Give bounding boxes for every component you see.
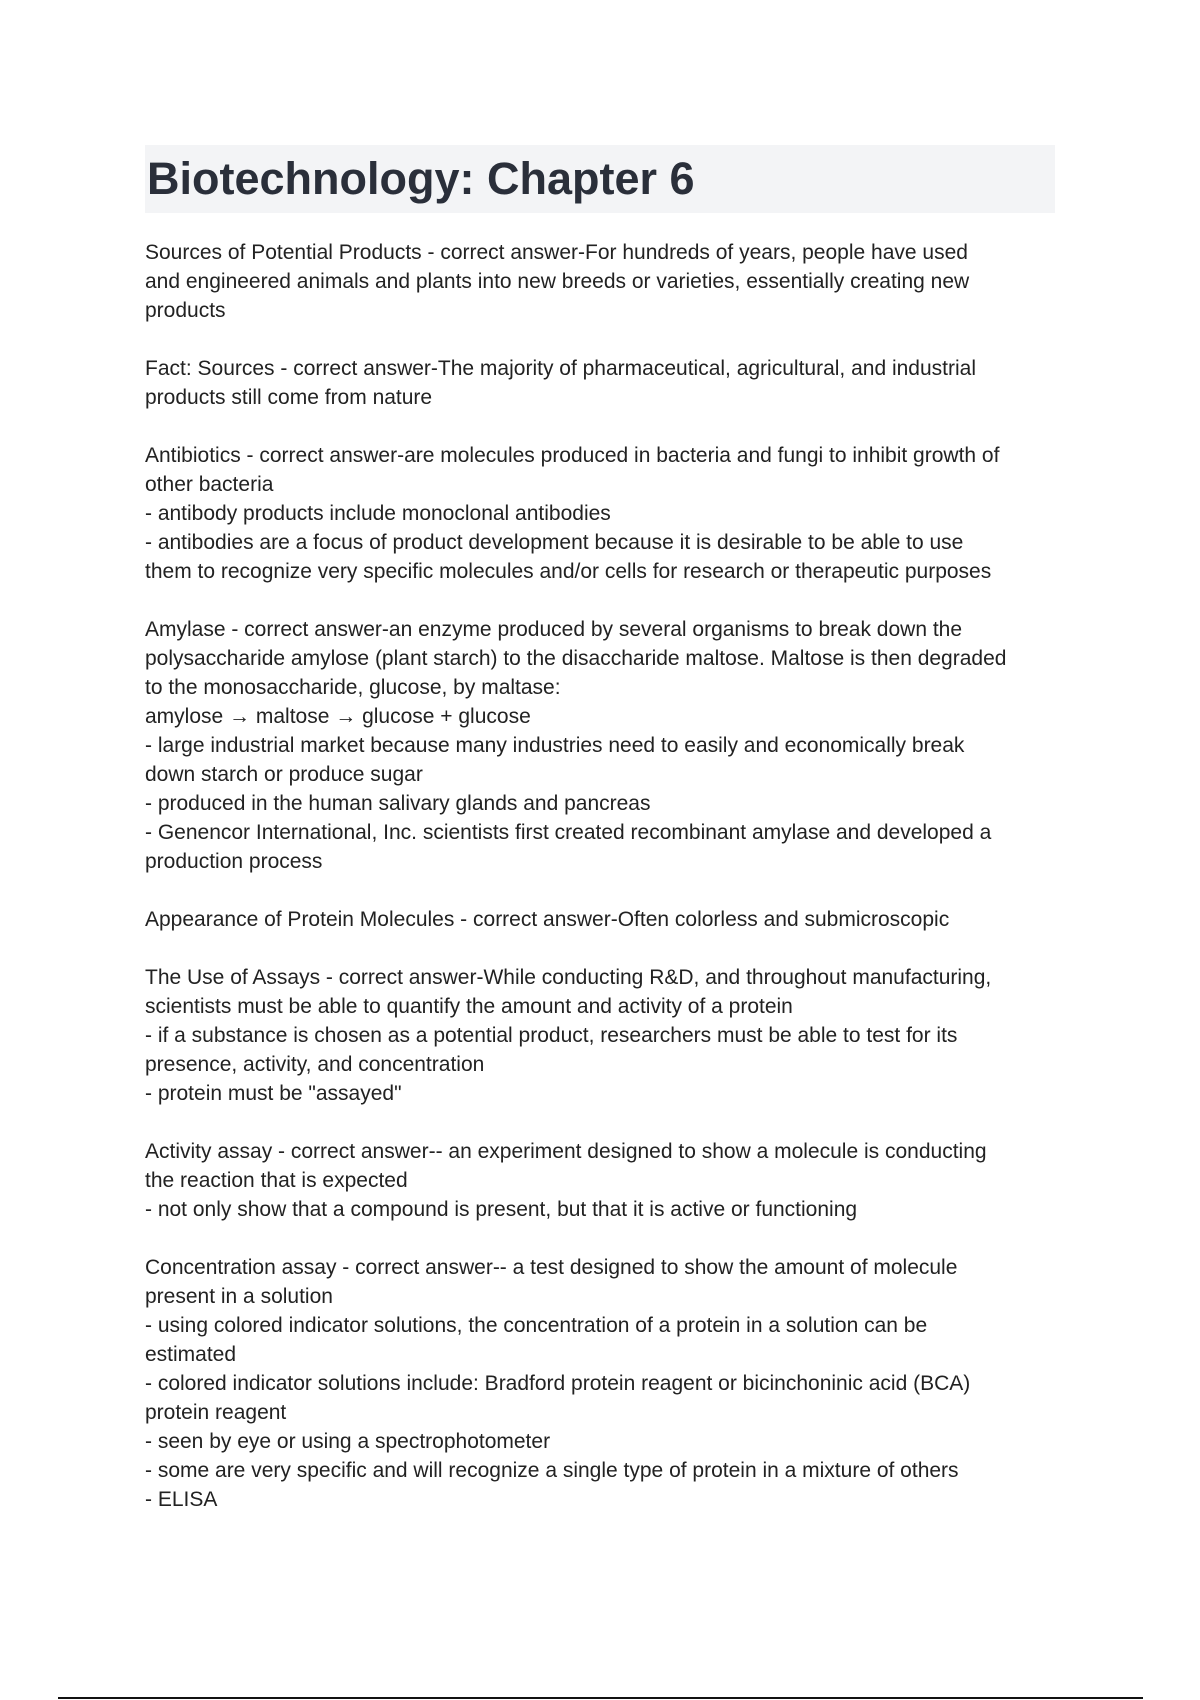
definition-detail-line: estimated [145,1343,237,1366]
term-definition-line: Activity assay - correct answer-- an experiment designed to show a molecule is conducting [145,1140,987,1163]
definition-detail-line: - Genencor International, Inc. scientists first created recombinant amylase and developed a [145,821,992,844]
definition-detail-line: products [145,299,226,322]
definition-detail-line: - produced in the human salivary glands and pancreas [145,792,651,815]
term-entry [145,441,1070,586]
definition-detail-line: - seen by eye or using a spectrophotometer [145,1430,551,1453]
term-entry [145,1137,1070,1224]
definition-detail-line: other bacteria [145,473,274,496]
title-banner [145,145,1055,213]
definition-detail-line: - large industrial market because many industries need to easily and economically break [145,734,965,757]
term-entry [145,905,1070,934]
definition-detail-line: down starch or produce sugar [145,763,423,786]
definition-detail-line: - using colored indicator solutions, the concentration of a protein in a solution can be [145,1314,928,1337]
definition-detail-line: - antibodies are a focus of product development because it is desirable to be able to use [145,531,964,554]
definition-detail-line: presence, activity, and concentration [145,1053,485,1076]
definition-detail-line: - colored indicator solutions include: Bradford protein reagent or bicinchoninic acid (BCA) [145,1372,971,1395]
definition-detail-line: - antibody products include monoclonal antibodies [145,502,611,525]
definition-detail-line: and engineered animals and plants into new breeds or varieties, essentially creating new [145,270,970,293]
definition-detail-line: production process [145,850,323,873]
term-entry [145,615,1070,876]
term-definition-line: Concentration assay - correct answer-- a test designed to show the amount of molecule [145,1256,958,1279]
definition-detail-line: - protein must be "assayed" [145,1082,402,1105]
definition-detail-line: them to recognize very specific molecules and/or cells for research or therapeutic purposes [145,560,992,583]
definition-detail-line: - if a substance is chosen as a potential product, researchers must be able to test for its [145,1024,958,1047]
term-entry [145,963,1070,1108]
definition-detail-line: - ELISA [145,1488,218,1511]
term-definition-line: Appearance of Protein Molecules - correct answer-Often colorless and submicroscopic [145,908,950,931]
definition-detail-line: the reaction that is expected [145,1169,408,1192]
definition-detail-line: amylose → maltose → glucose + glucose [145,705,531,728]
page-title: Biotechnology: Chapter 6 [147,153,695,204]
definition-detail-line: to the monosaccharide, glucose, by maltase: [145,676,561,699]
page-bottom-rule [58,1697,1143,1699]
term-definition-line: Sources of Potential Products - correct answer-For hundreds of years, people have used [145,241,968,264]
flashcard-list [145,238,1070,1543]
term-entry [145,354,1070,412]
term-definition-line: Antibiotics - correct answer-are molecules produced in bacteria and fungi to inhibit growth of [145,444,1000,467]
term-entry [145,1253,1070,1514]
definition-detail-line: scientists must be able to quantify the amount and activity of a protein [145,995,793,1018]
term-definition-line: The Use of Assays - correct answer-While conducting R&D, and throughout manufacturing, [145,966,992,989]
definition-detail-line: - some are very specific and will recognize a single type of protein in a mixture of others [145,1459,959,1482]
definition-detail-line: present in a solution [145,1285,333,1308]
term-definition-line: Fact: Sources - correct answer-The majority of pharmaceutical, agricultural, and industrial [145,357,976,380]
definition-detail-line: protein reagent [145,1401,287,1424]
definition-detail-line: - not only show that a compound is present, but that it is active or functioning [145,1198,858,1221]
definition-detail-line: products still come from nature [145,386,433,409]
term-entry [145,238,1070,325]
term-definition-line: Amylase - correct answer-an enzyme produced by several organisms to break down the [145,618,963,641]
definition-detail-line: polysaccharide amylose (plant starch) to the disaccharide maltose. Maltose is then degraded [145,647,1007,670]
